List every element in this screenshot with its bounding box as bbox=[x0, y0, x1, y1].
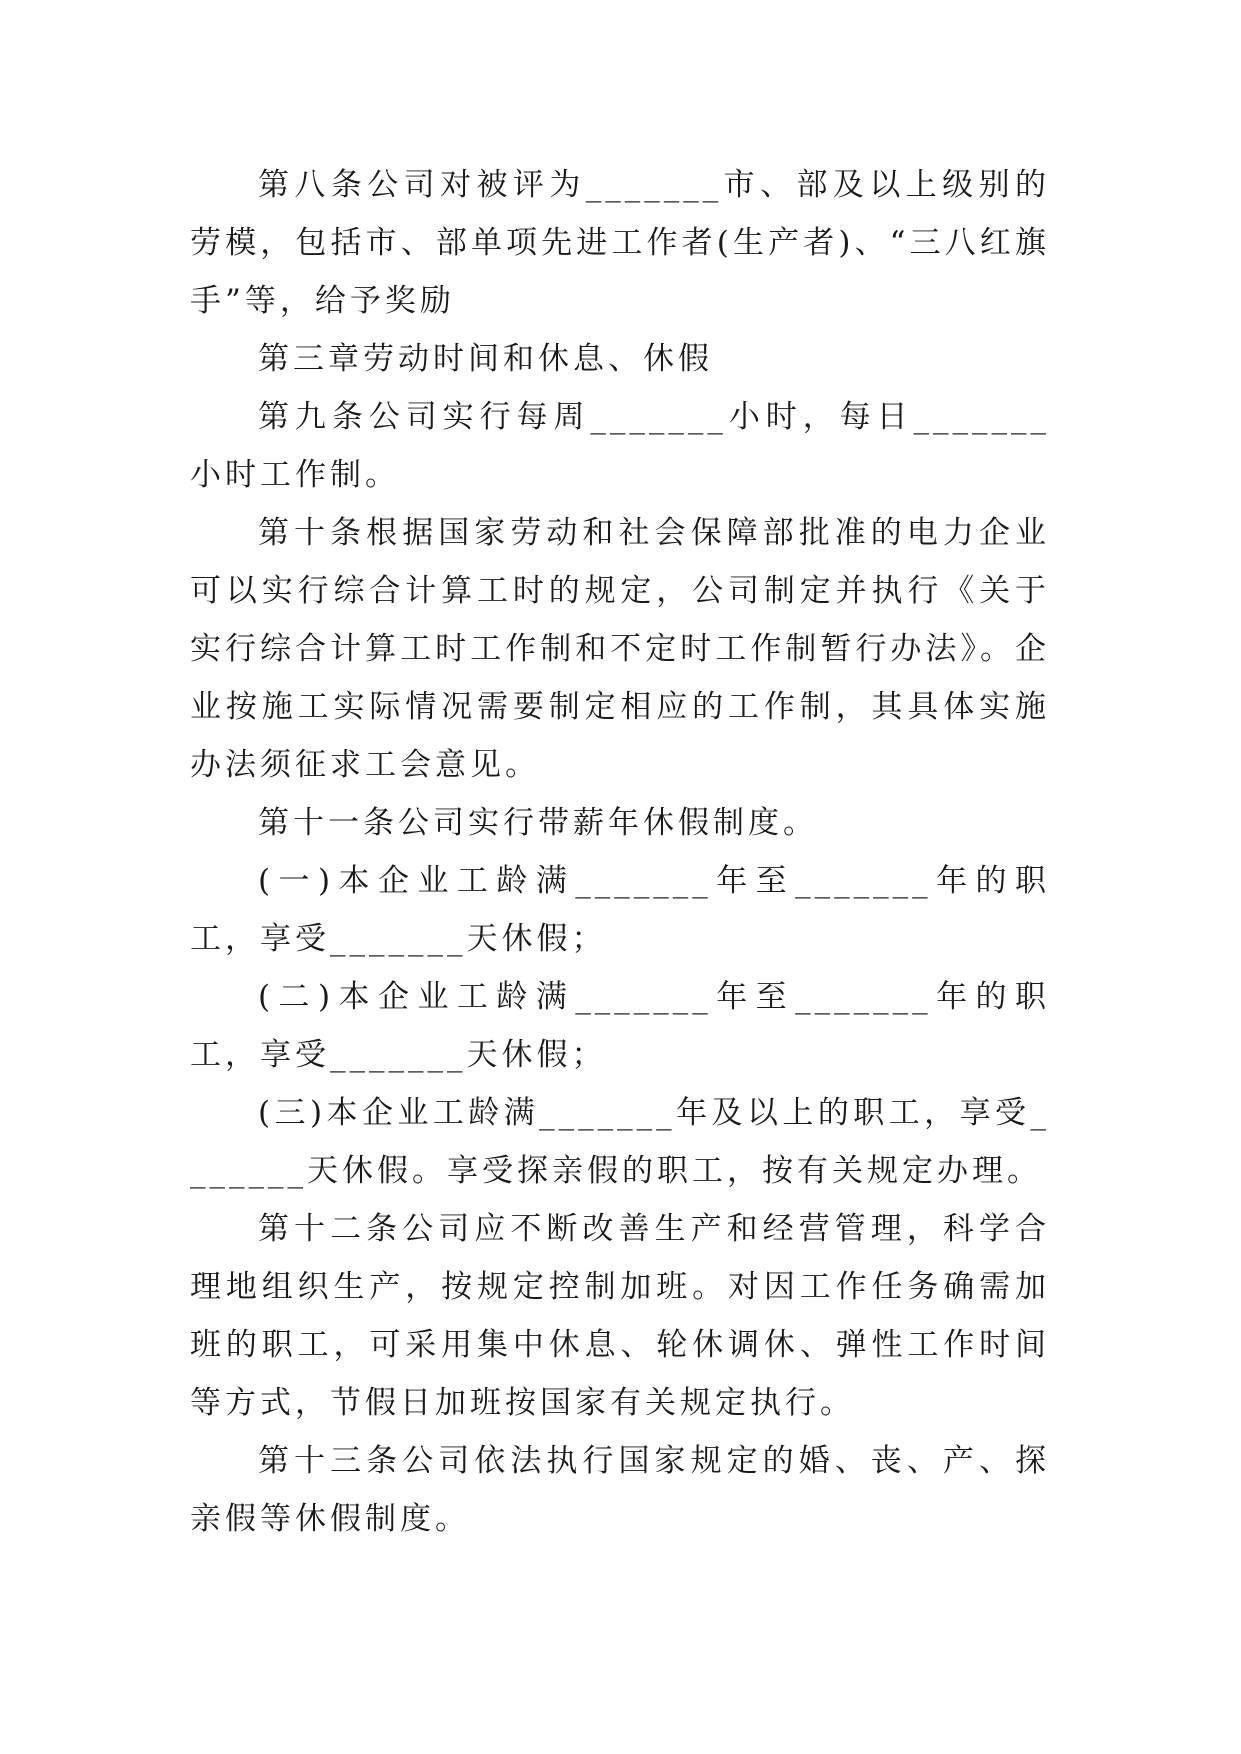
paragraph-article-11: 第十一条公司实行带薪年休假制度。 bbox=[258, 805, 818, 841]
paragraph-article-12: 第十二条公司应不断改善生产和经营管理，科学合理地组织生产，按规定控制加班。对因工作任务确需加班的职工，可采用集中休息、轮休调休、弹性工作时间等方式，节假日加班按国家有关规定执行。 bbox=[190, 1211, 1050, 1421]
list-item-1: (一)本企业工龄满_______年至_______年的职工，享受_______天休假； bbox=[190, 863, 1050, 957]
list-item-2: (二)本企业工龄满_______年至_______年的职工，享受_______天休假； bbox=[190, 979, 1050, 1073]
paragraph-article-13: 第十三条公司依法执行国家规定的婚、丧、产、探亲假等休假制度。 bbox=[190, 1443, 1050, 1537]
paragraph-article-10: 第十条根据国家劳动和社会保障部批准的电力企业可以实行综合计算工时的规定，公司制定并执行《关于实行综合计算工时工作制和不定时工作制暂行办法》。企业按施工实际情况需要制定相应的工作制，其具体实施办法须征求工会意见。 bbox=[190, 515, 1050, 783]
paragraph-article-8: 第八条公司对被评为_______市、部及以上级别的劳模，包括市、部单项先进工作者(生产者)、“三八红旗手”等，给予奖励 bbox=[190, 167, 1050, 319]
list-item-3: (三)本企业工龄满_______年及以上的职工，享受_______天休假。享受探亲假的职工，按有关规定办理。 bbox=[190, 1095, 1050, 1189]
document-body bbox=[190, 156, 1050, 1548]
paragraph-article-9: 第九条公司实行每周_______小时，每日_______小时工作制。 bbox=[190, 399, 1050, 493]
chapter-3-heading: 第三章劳动时间和休息、休假 bbox=[258, 341, 713, 377]
